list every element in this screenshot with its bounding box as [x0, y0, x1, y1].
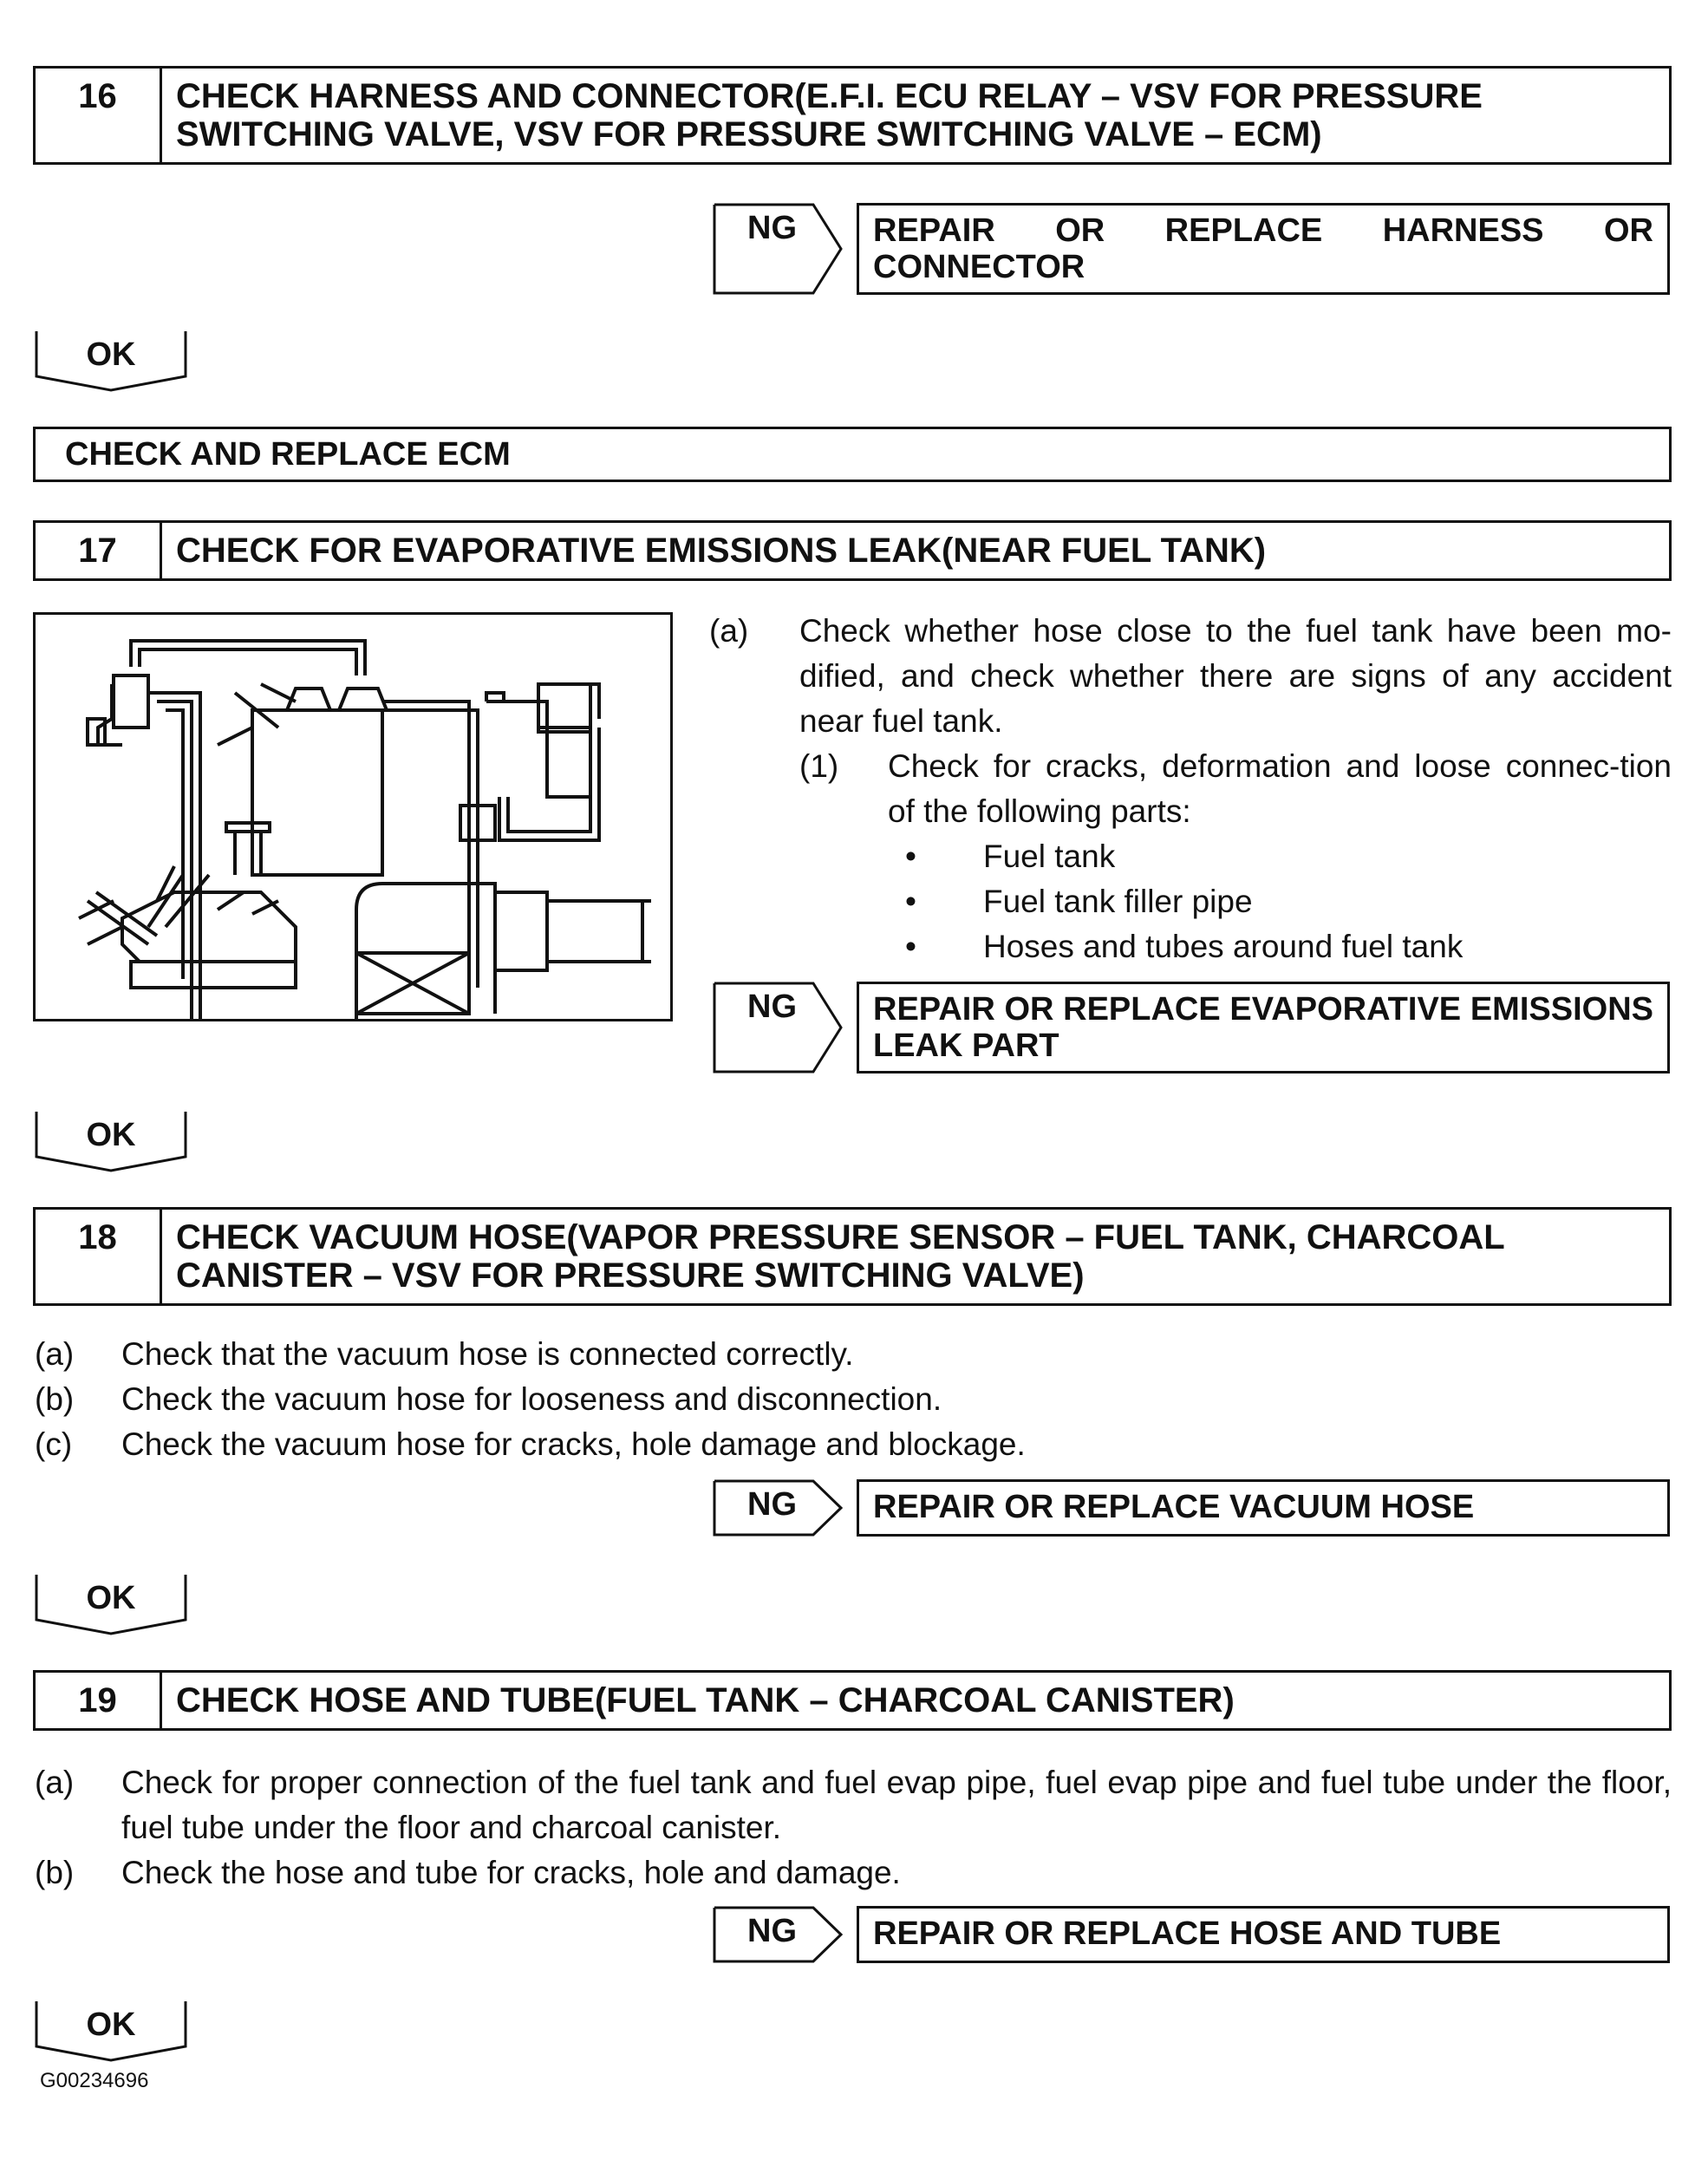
bullet-icon: •: [905, 929, 916, 964]
item-c-text: Check the vacuum hose for cracks, hole damage and blockage.: [121, 1426, 1026, 1462]
item-b-text: Check the vacuum hose for looseness and disconnection.: [121, 1381, 942, 1417]
item-a-marker: (a): [35, 1765, 75, 1800]
step-17-header: [33, 520, 1672, 581]
bullet-item: Fuel tank: [983, 839, 1116, 874]
subitem-1-text: Check for cracks, deformation and loose connec-tion of the following parts:: [888, 748, 1672, 829]
figure-code: G00234696: [40, 2069, 149, 2092]
ng-action-box: REPAIR OR REPLACE EVAPORATIVE EMISSIONS LEAK PART: [857, 982, 1670, 1073]
item-c-marker: (c): [35, 1426, 73, 1462]
ok-label: OK: [86, 336, 136, 373]
ng-action-box: REPAIR OR REPLACE HOSE AND TUBE: [857, 1906, 1670, 1963]
step-title: CHECK HARNESS AND CONNECTOR(E.F.I. ECU RELAY – VSV FOR PRESSURE SWITCHING VALVE, VSV FOR PRESSURE SWITCHING VALVE – ECM): [176, 77, 1483, 153]
step-number: 18: [36, 1210, 162, 1303]
fuel-tank-diagram: [33, 612, 673, 1021]
ng-action-box: REPAIR OR REPLACE VACUUM HOSE: [857, 1479, 1670, 1537]
item-a-marker: (a): [709, 613, 749, 649]
ok-label: OK: [86, 1580, 136, 1616]
ng-label: NG: [747, 210, 797, 246]
item-a-text: Check whether hose close to the fuel tank have been mo-dified, and check whether there are signs of any accident near fuel tank.: [799, 613, 1672, 739]
bullet-item: Hoses and tubes around fuel tank: [983, 929, 1464, 964]
bullet-item: Fuel tank filler pipe: [983, 884, 1253, 919]
step-number: 17: [36, 523, 162, 578]
step-18-header: [33, 1207, 1672, 1306]
item-a-text: Check that the vacuum hose is connected correctly.: [121, 1336, 854, 1372]
step-number: 16: [36, 69, 162, 162]
step-19-ok-branch: [35, 2000, 187, 2062]
ng-label: NG: [747, 989, 797, 1025]
step-16-header: [33, 66, 1672, 165]
step-number: 19: [36, 1673, 162, 1728]
ok-label: OK: [86, 2007, 136, 2043]
evap-system-illustration: [36, 615, 670, 1019]
step-title: CHECK FOR EVAPORATIVE EMISSIONS LEAK(NEAR FUEL TANK): [176, 532, 1267, 570]
item-a-marker: (a): [35, 1336, 75, 1372]
ng-label: NG: [747, 1913, 797, 1949]
step-title: CHECK VACUUM HOSE(VAPOR PRESSURE SENSOR – FUEL TANK, CHARCOAL CANISTER – VSV FOR PRESSURE SWITCHING VALVE): [176, 1218, 1504, 1295]
ng-label: NG: [747, 1486, 797, 1523]
bullet-icon: •: [905, 884, 916, 919]
item-b-marker: (b): [35, 1381, 75, 1417]
step-18-ok-branch: [35, 1573, 187, 1635]
check-and-replace-ecm-box: CHECK AND REPLACE ECM: [33, 427, 1672, 482]
step-17-ok-branch: [35, 1110, 187, 1172]
item-a-text: Check for proper connection of the fuel tank and fuel evap pipe, fuel evap pipe and fuel tube under the floor, fuel tube under the floor and charcoal canister.: [121, 1765, 1672, 1845]
step-16-ok-branch: [35, 330, 187, 392]
ok-label: OK: [86, 1117, 136, 1153]
subitem-1-marker: (1): [799, 748, 839, 784]
bullet-icon: •: [905, 839, 916, 874]
item-b-text: Check the hose and tube for cracks, hole and damage.: [121, 1855, 901, 1890]
step-19-header: [33, 1670, 1672, 1731]
item-b-marker: (b): [35, 1855, 75, 1890]
ng-action-box: REPAIR OR REPLACE HARNESS OR CONNECTOR: [857, 203, 1670, 295]
step-title: CHECK HOSE AND TUBE(FUEL TANK – CHARCOAL CANISTER): [176, 1681, 1235, 1719]
